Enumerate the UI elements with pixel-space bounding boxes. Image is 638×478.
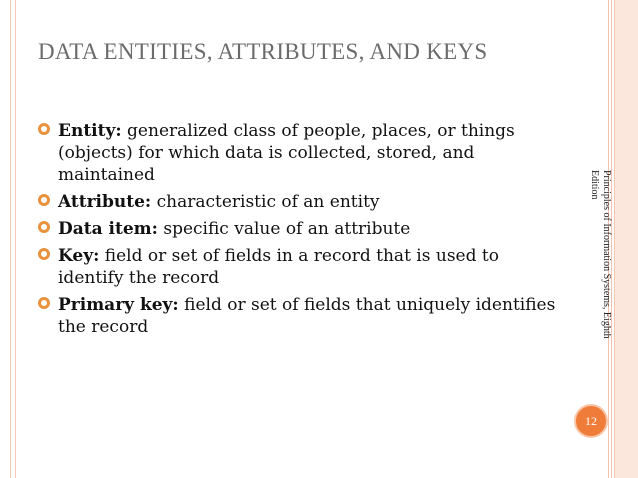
- bullet-text: field or set of fields that uniquely identifies the record: [58, 295, 556, 337]
- page-number-badge: [574, 404, 608, 438]
- ring-bullet-icon: [38, 248, 50, 260]
- bullet-term: Data item:: [58, 219, 158, 239]
- bullet-term: Attribute:: [58, 192, 152, 212]
- bullet-text: specific value of an attribute: [163, 219, 411, 239]
- bullet-item-data-item: [38, 218, 558, 240]
- right-panel: [614, 0, 638, 478]
- bullet-text: characteristic of an entity: [156, 192, 380, 212]
- slide-title: DATA ENTITIES, ATTRIBUTES, AND KEYS: [38, 39, 488, 64]
- bullet-list: [38, 120, 558, 343]
- page-number: 12: [585, 413, 597, 428]
- bullet-item-key: [38, 245, 558, 289]
- left-border: [10, 0, 16, 478]
- ring-bullet-icon: [38, 194, 50, 206]
- sidebar-book-title: Principles of Information Systems, Eighth Edition: [589, 170, 612, 339]
- ring-bullet-icon: [38, 297, 50, 309]
- bullet-term: Key:: [58, 246, 100, 266]
- ring-bullet-icon: [38, 123, 50, 135]
- bullet-text: generalized class of people, places, or things (objects) for which data is collected, stored, and maintained: [58, 121, 515, 185]
- bullet-term: Entity:: [58, 121, 122, 141]
- bullet-text: field or set of fields in a record that is used to identify the record: [58, 246, 499, 288]
- bullet-term: Primary key:: [58, 295, 179, 315]
- ring-bullet-icon: [38, 221, 50, 233]
- bullet-item-primary-key: [38, 294, 558, 338]
- bullet-item-entity: [38, 120, 558, 186]
- bullet-item-attribute: [38, 191, 558, 213]
